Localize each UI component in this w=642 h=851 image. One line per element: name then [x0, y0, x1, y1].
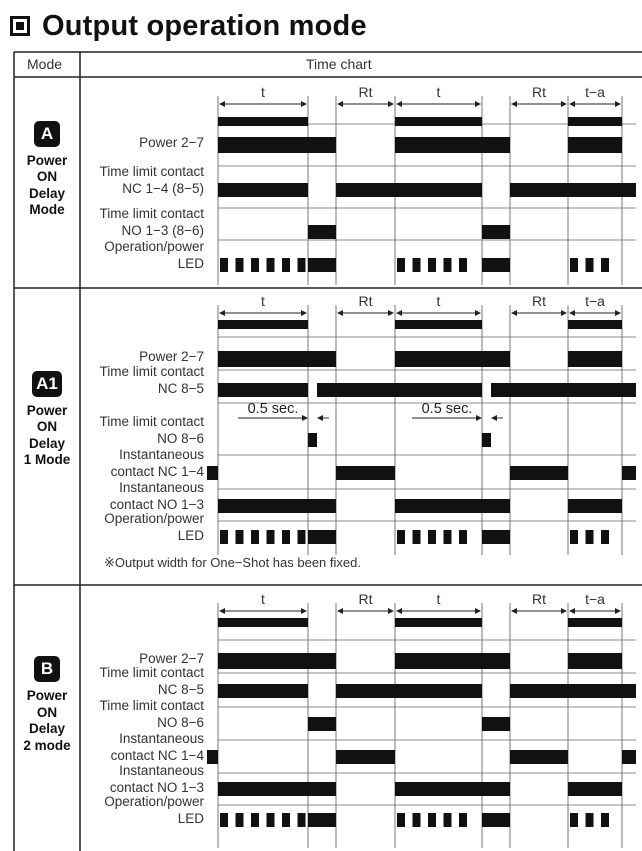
signal-high-bar — [482, 225, 510, 239]
header-time-chart: Time chart — [306, 56, 372, 72]
led-blink-pulse — [570, 258, 578, 272]
led-blink-pulse — [298, 813, 306, 827]
led-blink-pulse — [236, 530, 244, 544]
arrowhead-left-icon — [396, 310, 402, 316]
mode-name-line: Delay — [28, 185, 66, 201]
mode-name-line: Mode — [29, 202, 65, 217]
signal-label: Time limit contact — [99, 364, 204, 379]
arrowhead-right-icon — [475, 310, 481, 316]
led-blink-pulse — [267, 530, 275, 544]
signal-label: Time limit contact — [99, 698, 204, 713]
interval-label: t — [261, 84, 265, 100]
led-blink-pulse — [586, 813, 594, 827]
signal-high-bar — [218, 137, 336, 153]
interval-output-bar — [218, 117, 308, 126]
signal-label: Time limit contact — [99, 665, 204, 680]
mode-badge: A1 — [32, 371, 62, 397]
signal-high-bar — [482, 717, 510, 731]
led-blink-pulse — [586, 530, 594, 544]
signal-high-bar — [395, 653, 510, 669]
interval-label: t — [436, 84, 441, 100]
delay-marker-label: 0.5 sec. — [247, 401, 299, 417]
led-blink-pulse — [220, 813, 228, 827]
signal-label: LED — [177, 256, 204, 271]
led-blink-pulse — [282, 530, 290, 544]
signal-high-bar — [395, 351, 510, 367]
led-blink-pulse — [428, 258, 436, 272]
signal-high-bar — [510, 466, 568, 480]
led-blink-pulse — [459, 813, 467, 827]
mode-name-line: ON — [36, 704, 58, 720]
arrowhead-left-icon — [219, 310, 225, 316]
signal-label: contact NC 1−4 — [110, 748, 204, 763]
signal-label: Power 2−7 — [139, 349, 204, 364]
signal-high-bar — [622, 750, 636, 764]
led-blink-pulse — [397, 813, 405, 827]
interval-label: Rt — [358, 293, 373, 309]
led-blink-pulse — [397, 530, 405, 544]
led-blink-pulse — [459, 530, 467, 544]
led-blink-pulse — [413, 813, 421, 827]
signal-high-bar — [218, 782, 336, 796]
signal-high-bar — [510, 684, 636, 698]
signal-high-bar — [207, 466, 218, 480]
led-blink-pulse — [251, 530, 259, 544]
signal-high-bar — [510, 183, 636, 197]
signal-high-bar — [308, 258, 336, 272]
interval-output-bar — [395, 117, 482, 126]
signal-high-bar — [568, 782, 622, 796]
signal-label: Instantaneous — [119, 731, 204, 746]
delay-marker-label: 0.5 sec. — [421, 401, 473, 417]
interval-output-bar — [218, 320, 308, 329]
arrowhead-right-icon — [388, 101, 394, 107]
led-blink-pulse — [282, 813, 290, 827]
led-blink-pulse — [413, 530, 421, 544]
mode-name-line: Power — [26, 152, 68, 168]
arrowhead-right-icon — [561, 310, 567, 316]
signal-label: Instantaneous — [119, 480, 204, 495]
signal-high-bar — [568, 653, 622, 669]
led-blink-pulse — [444, 530, 452, 544]
arrowhead-right-icon — [615, 310, 621, 316]
arrowhead-left-icon — [569, 608, 575, 614]
signal-high-bar — [482, 530, 510, 544]
interval-output-bar — [395, 320, 482, 329]
signal-label: NC 8−5 — [157, 682, 204, 697]
signal-high-bar — [336, 183, 482, 197]
signal-high-bar — [218, 183, 308, 197]
signal-label: NO 8−6 — [157, 431, 204, 446]
footnote: ※Output width for One−Shot has been fixed. — [104, 555, 361, 570]
signal-label: Time limit contact — [99, 206, 204, 221]
signal-high-bar — [308, 225, 336, 239]
signal-label: LED — [177, 528, 204, 543]
interval-label: t — [436, 293, 441, 309]
arrowhead-left-icon — [317, 415, 323, 421]
led-blink-pulse — [298, 530, 306, 544]
signal-label: Instantaneous — [119, 763, 204, 778]
signal-high-bar — [317, 383, 482, 397]
arrowhead-left-icon — [491, 415, 497, 421]
signal-label: Operation/power — [104, 794, 204, 809]
signal-label: Time limit contact — [99, 164, 204, 179]
led-blink-pulse — [601, 813, 609, 827]
interval-label: t — [261, 293, 265, 309]
arrowhead-right-icon — [615, 101, 621, 107]
signal-label: NC 8−5 — [157, 381, 204, 396]
led-blink-pulse — [570, 813, 578, 827]
arrowhead-right-icon — [301, 101, 307, 107]
mode-badge: B — [34, 656, 60, 682]
mode-cell — [14, 371, 80, 469]
arrowhead-left-icon — [396, 101, 402, 107]
led-blink-pulse — [601, 258, 609, 272]
signal-label: Operation/power — [104, 511, 204, 526]
led-blink-pulse — [586, 258, 594, 272]
led-blink-pulse — [251, 813, 259, 827]
mode-name-line: Delay — [28, 435, 66, 451]
signal-label: Power 2−7 — [139, 135, 204, 150]
signal-label: Power 2−7 — [139, 651, 204, 666]
signal-high-bar — [218, 653, 336, 669]
led-blink-pulse — [267, 813, 275, 827]
led-blink-pulse — [236, 813, 244, 827]
header-mode: Mode — [27, 56, 63, 72]
arrowhead-left-icon — [511, 608, 517, 614]
interval-output-bar — [395, 618, 482, 627]
signal-high-bar — [395, 499, 510, 513]
signal-high-bar — [336, 750, 395, 764]
led-blink-pulse — [444, 258, 452, 272]
arrowhead-right-icon — [301, 608, 307, 614]
mode-name-line: ON — [36, 169, 58, 184]
signal-high-bar — [218, 351, 336, 367]
signal-high-bar — [568, 499, 622, 513]
signal-high-bar — [308, 813, 336, 827]
arrowhead-right-icon — [301, 310, 307, 316]
interval-output-bar — [568, 618, 622, 627]
arrowhead-right-icon — [475, 608, 481, 614]
signal-high-bar — [491, 383, 636, 397]
arrowhead-left-icon — [511, 101, 517, 107]
signal-label: NC 1−4 (8−5) — [122, 181, 204, 196]
interval-label: t — [436, 591, 441, 607]
led-blink-pulse — [298, 258, 306, 272]
mode-name-line: Power — [26, 688, 68, 703]
mode-badge: A — [34, 121, 60, 147]
arrowhead-right-icon — [388, 608, 394, 614]
interval-label: Rt — [358, 84, 373, 100]
arrowhead-right-icon — [475, 101, 481, 107]
arrowhead-right-icon — [302, 415, 308, 421]
signal-high-bar — [308, 433, 317, 447]
led-blink-pulse — [282, 258, 290, 272]
arrowhead-left-icon — [337, 101, 343, 107]
interval-label: t−a — [585, 293, 605, 309]
led-blink-pulse — [570, 530, 578, 544]
signal-high-bar — [482, 433, 491, 447]
signal-high-bar — [207, 750, 218, 764]
signal-high-bar — [308, 717, 336, 731]
signal-label: NO 1−3 (8−6) — [121, 223, 204, 238]
interval-label: t−a — [585, 84, 605, 100]
interval-label: t — [261, 591, 265, 607]
signal-high-bar — [336, 684, 482, 698]
arrowhead-right-icon — [561, 101, 567, 107]
signal-high-bar — [482, 258, 510, 272]
signal-label: LED — [177, 811, 204, 826]
led-blink-pulse — [397, 258, 405, 272]
led-blink-pulse — [220, 530, 228, 544]
interval-output-bar — [568, 117, 622, 126]
led-blink-pulse — [267, 258, 275, 272]
interval-label: Rt — [532, 293, 546, 309]
led-blink-pulse — [459, 258, 467, 272]
signal-high-bar — [568, 137, 622, 153]
page-title: Output operation mode — [42, 9, 367, 42]
led-blink-pulse — [428, 813, 436, 827]
signal-high-bar — [482, 813, 510, 827]
signal-label: Instantaneous — [119, 447, 204, 462]
led-blink-pulse — [601, 530, 609, 544]
led-blink-pulse — [413, 258, 421, 272]
arrowhead-left-icon — [396, 608, 402, 614]
mode-name-line: Power — [26, 402, 68, 418]
mode-name-line: Delay — [28, 721, 66, 736]
interval-label: Rt — [532, 591, 546, 607]
arrowhead-left-icon — [511, 310, 517, 316]
led-blink-pulse — [251, 258, 259, 272]
arrowhead-right-icon — [561, 608, 567, 614]
led-blink-pulse — [444, 813, 452, 827]
signal-label: Time limit contact — [99, 414, 204, 429]
signal-label: Operation/power — [104, 239, 204, 254]
arrowhead-left-icon — [219, 101, 225, 107]
arrowhead-right-icon — [476, 415, 482, 421]
interval-output-bar — [568, 320, 622, 329]
signal-high-bar — [622, 466, 636, 480]
arrowhead-left-icon — [219, 608, 225, 614]
mode-name-line: ON — [36, 419, 58, 434]
signal-high-bar — [218, 684, 308, 698]
arrowhead-left-icon — [569, 310, 575, 316]
signal-high-bar — [568, 351, 622, 367]
signal-high-bar — [395, 782, 510, 796]
led-blink-pulse — [236, 258, 244, 272]
signal-label: contact NO 1−3 — [109, 497, 204, 512]
mode-cell — [14, 656, 80, 754]
interval-label: t−a — [585, 591, 605, 607]
signal-high-bar — [218, 383, 308, 397]
signal-label: NO 8−6 — [157, 715, 204, 730]
mode-name-line: 2 mode — [23, 737, 71, 753]
led-blink-pulse — [220, 258, 228, 272]
led-blink-pulse — [428, 530, 436, 544]
arrowhead-left-icon — [337, 608, 343, 614]
arrowhead-left-icon — [569, 101, 575, 107]
signal-high-bar — [510, 750, 568, 764]
signal-high-bar — [218, 499, 336, 513]
signal-high-bar — [395, 137, 510, 153]
arrowhead-right-icon — [615, 608, 621, 614]
mode-cell — [14, 121, 80, 219]
signal-high-bar — [336, 466, 395, 480]
signal-label: contact NO 1−3 — [109, 780, 204, 795]
signal-label: contact NC 1−4 — [110, 464, 204, 479]
arrowhead-left-icon — [337, 310, 343, 316]
interval-label: Rt — [532, 84, 546, 100]
interval-label: Rt — [358, 591, 373, 607]
interval-output-bar — [218, 618, 308, 627]
arrowhead-right-icon — [388, 310, 394, 316]
mode-name-line: 1 Mode — [23, 452, 71, 467]
signal-high-bar — [308, 530, 336, 544]
